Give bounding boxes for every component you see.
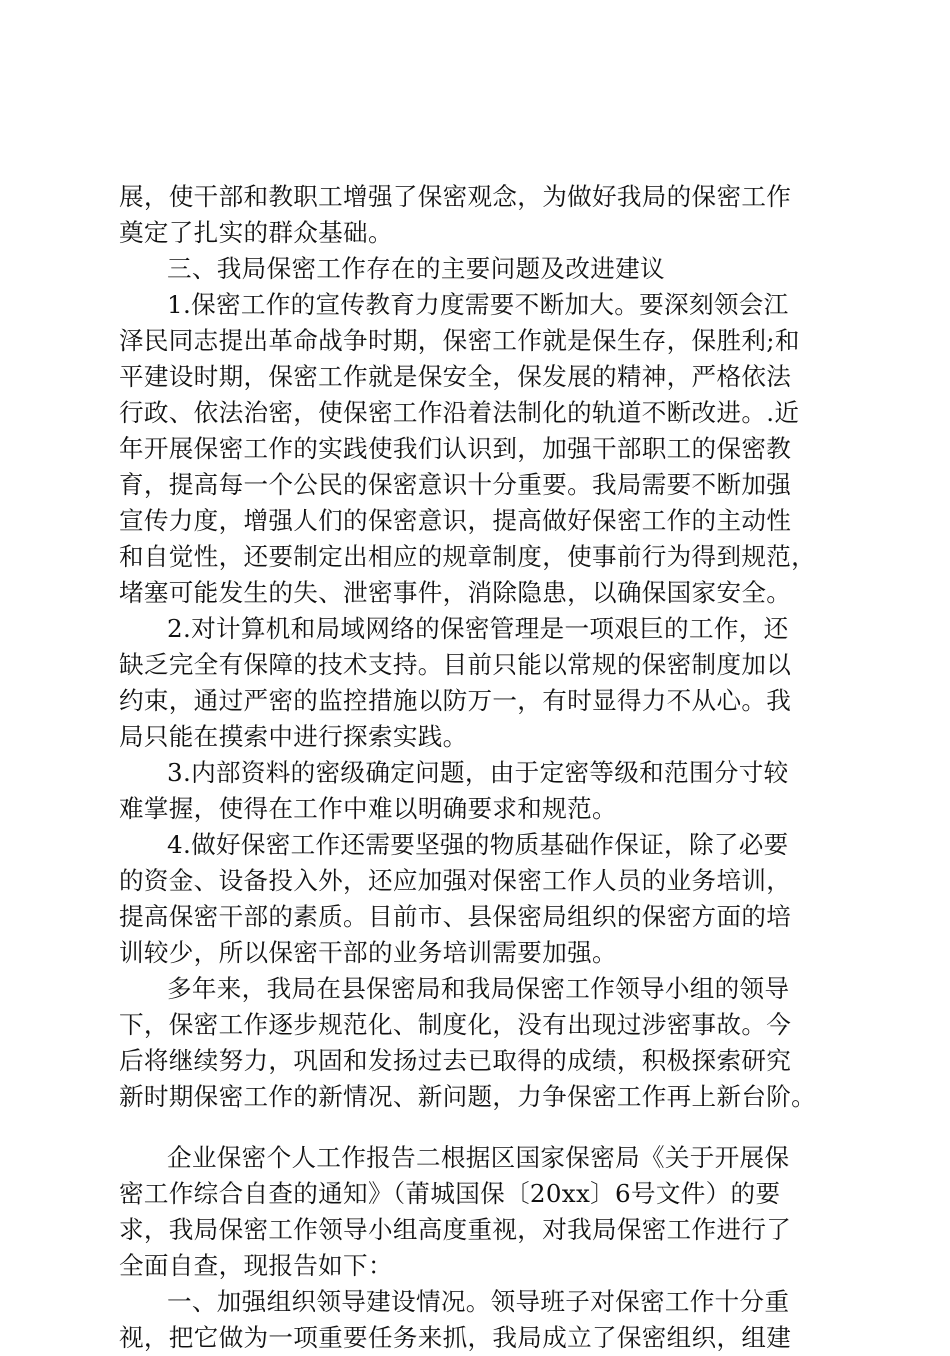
text-line: 全面自查，现报告如下： (119, 1251, 393, 1280)
text-line: 约束，通过严密的监控措施以防万一，有时显得力不从心。我 (119, 686, 792, 715)
text-line: 育，提高每一个公民的保密意识十分重要。我局需要不断加强 (119, 470, 792, 499)
text-line: 提高保密干部的素质。目前市、县保密局组织的保密方面的培 (119, 902, 792, 931)
text-line: 宣传力度，增强人们的保密意识，提高做好保密工作的主动性 (119, 506, 792, 535)
text-line: 后将继续努力，巩固和发扬过去已取得的成绩，积极探索研究 (119, 1046, 792, 1075)
text-line: 2.对计算机和局域网络的保密管理是一项艰巨的工作，还 (167, 614, 789, 643)
text-line: 新时期保密工作的新情况、新问题，力争保密工作再上新台阶。 (119, 1082, 817, 1111)
text-line: 奠定了扎实的群众基础。 (119, 218, 393, 247)
text-line: 行政、依法治密，使保密工作沿着法制化的轨道不断改进。.近 (119, 398, 800, 427)
text-line: 企业保密个人工作报告二根据区国家保密局《关于开展保 (167, 1143, 790, 1172)
text-line: 的资金、设备投入外，还应加强对保密工作人员的业务培训， (119, 866, 792, 895)
text-line: 训较少，所以保密干部的业务培训需要加强。 (119, 938, 617, 967)
text-line: 缺乏完全有保障的技术支持。目前只能以常规的保密制度加以 (119, 650, 792, 679)
text-line: 4.做好保密工作还需要坚强的物质基础作保证，除了必要 (167, 830, 789, 859)
text-line: 密工作综合自查的通知》（莆城国保〔20xx〕6号文件）的要 (119, 1179, 781, 1208)
text-line: 堵塞可能发生的失、泄密事件，消除隐患，以确保国家安全。 (119, 578, 792, 607)
text-line: 下，保密工作逐步规范化、制度化，没有出现过涉密事故。今 (119, 1010, 792, 1039)
text-line: 1.保密工作的宣传教育力度需要不断加大。要深刻领会江 (167, 290, 789, 319)
text-line: 和自觉性，还要制定出相应的规章制度，使事前行为得到规范， (119, 542, 817, 571)
text-line: 视，把它做为一项重要任务来抓，我局成立了保密组织，组建 (119, 1323, 792, 1352)
text-line: 平建设时期，保密工作就是保安全，保发展的精神，严格依法 (119, 362, 792, 391)
text-line: 多年来，我局在县保密局和我局保密工作领导小组的领导 (167, 974, 790, 1003)
text-line: 求，我局保密工作领导小组高度重视，对我局保密工作进行了 (119, 1215, 792, 1244)
text-line: 展，使干部和教职工增强了保密观念，为做好我局的保密工作 (119, 182, 792, 211)
text-line: 3.内部资料的密级确定问题，由于定密等级和范围分寸较 (167, 758, 789, 787)
text-line: 年开展保密工作的实践使我们认识到，加强干部职工的保密教 (119, 434, 792, 463)
section-heading: 三、我局保密工作存在的主要问题及改进建议 (167, 254, 665, 283)
text-line: 泽民同志提出革命战争时期，保密工作就是保生存，保胜利;和 (119, 326, 800, 355)
text-line: 局只能在摸索中进行探索实践。 (119, 722, 468, 751)
text-line: 难掌握，使得在工作中难以明确要求和规范。 (119, 794, 617, 823)
text-line: 一、加强组织领导建设情况。领导班子对保密工作十分重 (167, 1287, 790, 1316)
